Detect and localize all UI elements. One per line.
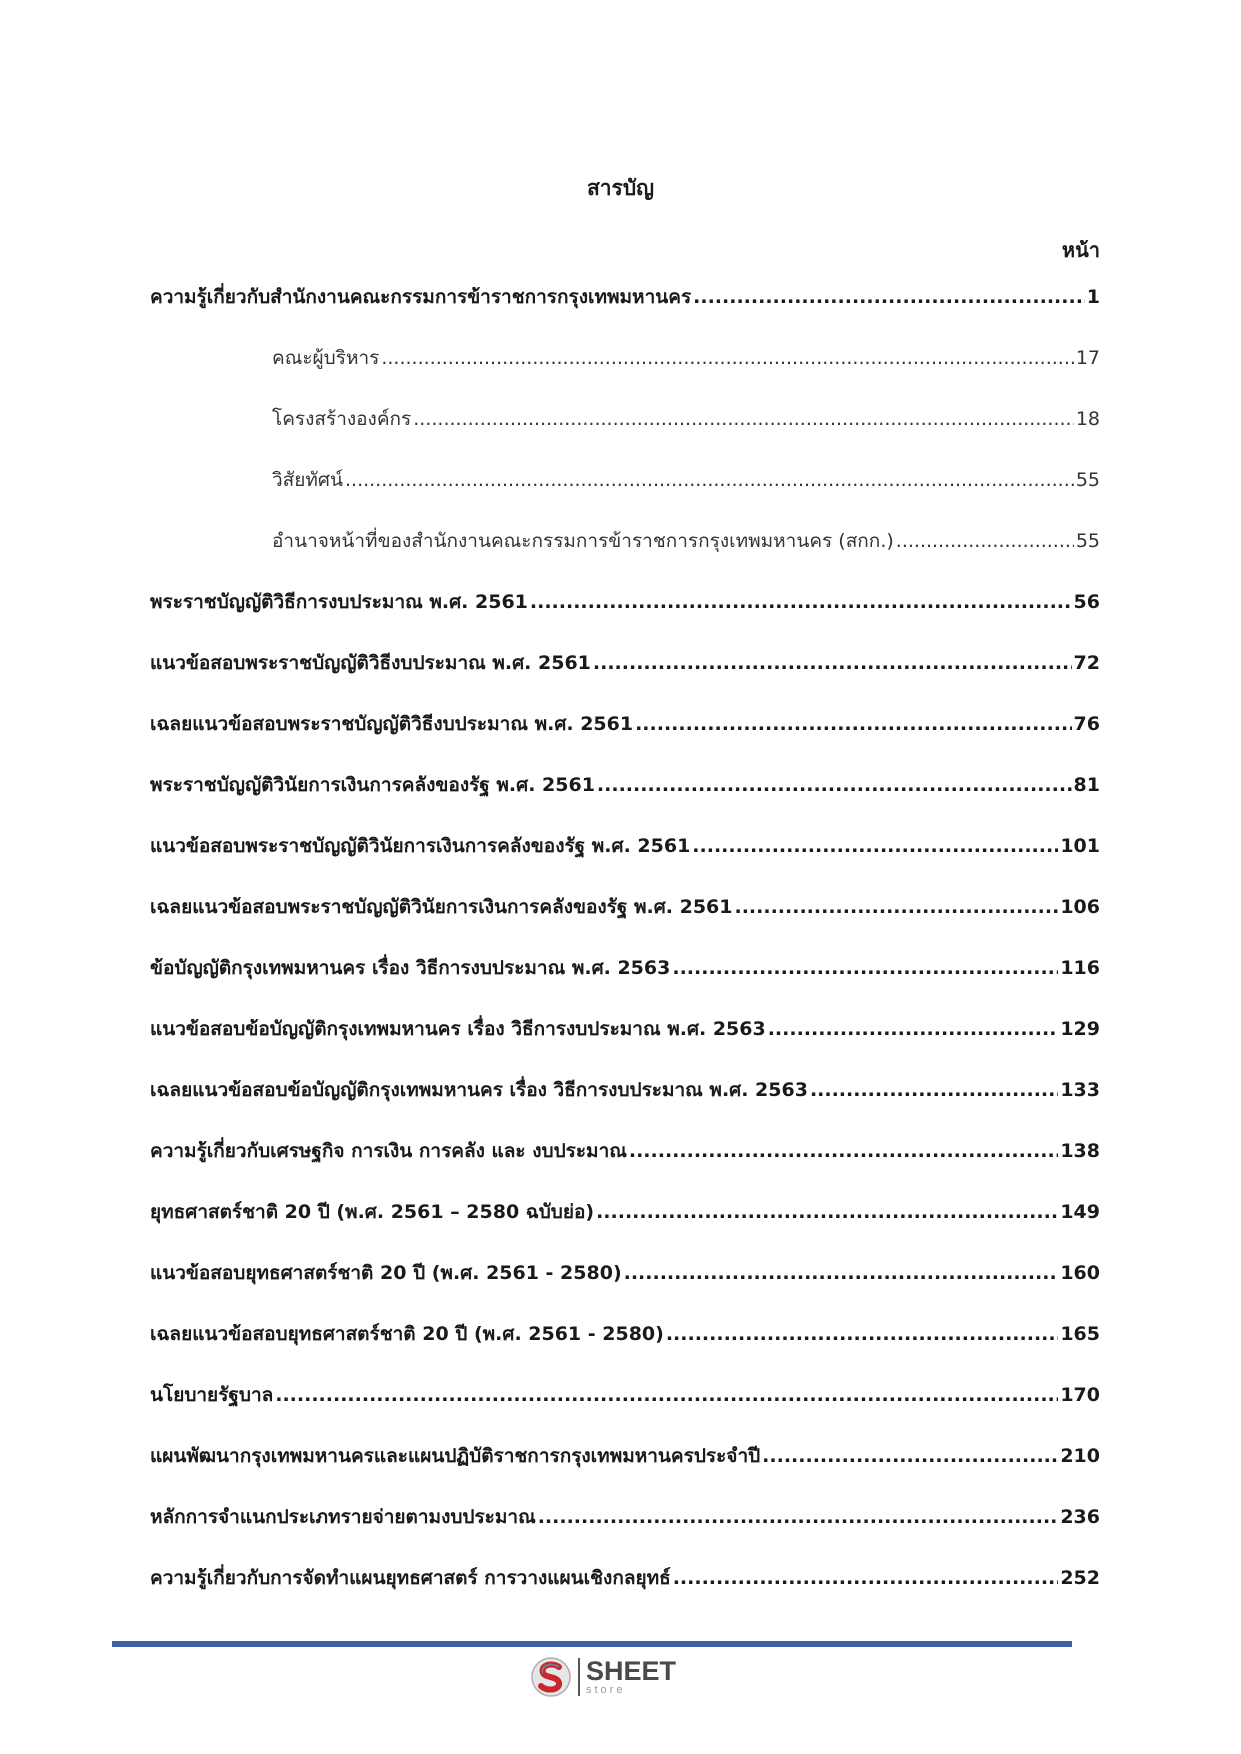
toc-entry-page-number: 76 [1073,713,1100,735]
toc-dot-leader [596,1201,1058,1223]
toc-dot-leader [538,1506,1059,1528]
toc-entry [150,1441,1100,1502]
toc-entry [150,343,1100,404]
toc-dot-leader [673,1567,1059,1589]
toc-entry-title: ความรู้เกี่ยวกับการจัดทำแผนยุทธศาสตร์ การวางแผนเชิงกลยุทธ์ [150,1567,671,1589]
toc-entry [150,587,1100,648]
toc-entry-page-number: 55 [1075,469,1100,491]
toc-entry-page-number: 160 [1060,1262,1100,1284]
toc-entry-page-number: 56 [1073,591,1100,613]
toc-dot-leader [896,530,1074,552]
toc-dot-leader [635,713,1071,735]
toc-entry-page-number: 101 [1060,835,1100,857]
toc-entry [150,770,1100,831]
toc-entry-title: แนวข้อสอบยุทธศาสตร์ชาติ 20 ปี (พ.ศ. 2561 - 2580) [150,1262,622,1284]
toc-dot-leader [381,347,1073,369]
toc-entry-page-number: 129 [1060,1018,1100,1040]
toc-entry [150,1563,1100,1624]
toc-entry-page-number: 55 [1075,530,1100,552]
footer-logo [530,1656,676,1698]
toc-entry-page-number: 81 [1073,774,1100,796]
toc-entry-title: คณะผู้บริหาร [272,347,380,369]
toc-entry-page-number: 106 [1060,896,1100,918]
toc-dot-leader [593,652,1072,674]
toc-entry-title: อำนาจหน้าที่ของสำนักงานคณะกรรมการข้าราชการกรุงเทพมหานคร (สกก.) [272,530,894,552]
toc-entry-page-number: 18 [1075,408,1100,430]
toc-entry-title: เฉลยแนวข้อสอบพระราชบัญญัติวินัยการเงินการคลังของรัฐ พ.ศ. 2561 [150,896,733,918]
toc-dot-leader [810,1079,1058,1101]
toc-entry-page-number: 170 [1060,1384,1100,1406]
toc-entry [150,892,1100,953]
toc-entry [150,1258,1100,1319]
toc-dot-leader [762,1445,1058,1467]
toc-entry [150,282,1100,343]
toc-entry-title: โครงสร้างองค์กร [272,408,412,430]
toc-entry [150,1075,1100,1136]
sheetstore-s-logo-icon [530,1656,572,1698]
toc-entry-page-number: 116 [1060,957,1100,979]
toc-entry-page-number: 138 [1060,1140,1100,1162]
toc-dot-leader [735,896,1059,918]
page-column-label: หน้า [1061,238,1100,262]
logo-separator [578,1658,580,1696]
table-of-contents [150,282,1100,1624]
toc-entry-title: แนวข้อสอบพระราชบัญญัติวินัยการเงินการคลังของรัฐ พ.ศ. 2561 [150,835,691,857]
toc-entry-page-number: 149 [1060,1201,1100,1223]
toc-entry-page-number: 165 [1060,1323,1100,1345]
toc-dot-leader [768,1018,1059,1040]
toc-entry-title: เฉลยแนวข้อสอบพระราชบัญญัติวิธีงบประมาณ พ.ศ. 2561 [150,713,634,735]
toc-dot-leader [624,1262,1059,1284]
toc-entry-title: วิสัยทัศน์ [272,469,343,491]
toc-entry-title: ความรู้เกี่ยวกับสำนักงานคณะกรรมการข้าราชการกรุงเทพมหานคร [150,286,692,308]
toc-entry [150,1197,1100,1258]
toc-entry-title: พระราชบัญญัติวิธีการงบประมาณ พ.ศ. 2561 [150,591,528,613]
toc-entry-title: แนวข้อสอบพระราชบัญญัติวิธีงบประมาณ พ.ศ. 2561 [150,652,591,674]
logo-wordmark [586,1658,676,1696]
toc-entry-page-number: 1 [1086,286,1100,308]
toc-dot-leader [672,957,1058,979]
toc-dot-leader [693,286,1085,308]
toc-entry-title: เฉลยแนวข้อสอบข้อบัญญัติกรุงเทพมหานคร เรื่อง วิธีการงบประมาณ พ.ศ. 2563 [150,1079,808,1101]
toc-entry [150,1319,1100,1380]
toc-entry-title: เฉลยแนวข้อสอบยุทธศาสตร์ชาติ 20 ปี (พ.ศ. 2561 - 2580) [150,1323,664,1345]
toc-entry [150,526,1100,587]
toc-entry-title: พระราชบัญญัติวินัยการเงินการคลังของรัฐ พ.ศ. 2561 [150,774,595,796]
toc-dot-leader [530,591,1072,613]
toc-entry-title: ความรู้เกี่ยวกับเศรษฐกิจ การเงิน การคลัง และ งบประมาณ [150,1140,627,1162]
page-title: สารบัญ [586,176,655,200]
toc-entry [150,465,1100,526]
toc-dot-leader [629,1140,1058,1162]
toc-dot-leader [275,1384,1058,1406]
toc-entry-page-number: 210 [1060,1445,1100,1467]
toc-entry [150,1502,1100,1563]
toc-entry [150,953,1100,1014]
toc-entry-title: นโยบายรัฐบาล [150,1384,274,1406]
toc-entry [150,1014,1100,1075]
toc-entry [150,831,1100,892]
toc-entry-title: หลักการจำแนกประเภทรายจ่ายตามงบประมาณ [150,1506,536,1528]
toc-entry-title: ข้อบัญญัติกรุงเทพมหานคร เรื่อง วิธีการงบประมาณ พ.ศ. 2563 [150,957,671,979]
toc-entry-page-number: 236 [1060,1506,1100,1528]
toc-dot-leader [597,774,1072,796]
toc-entry [150,709,1100,770]
toc-entry [150,404,1100,465]
toc-entry-page-number: 17 [1075,347,1100,369]
toc-dot-leader [345,469,1074,491]
toc-entry [150,1136,1100,1197]
toc-entry-page-number: 252 [1060,1567,1100,1589]
toc-entry-title: ยุทธศาสตร์ชาติ 20 ปี (พ.ศ. 2561 – 2580 ฉบับย่อ) [150,1201,595,1223]
toc-entry-title: แนวข้อสอบข้อบัญญัติกรุงเทพมหานคร เรื่อง วิธีการงบประมาณ พ.ศ. 2563 [150,1018,766,1040]
logo-subtext: store [586,1684,626,1696]
toc-entry [150,1380,1100,1441]
footer-divider [112,1641,1072,1647]
toc-dot-leader [692,835,1058,857]
toc-entry-title: แผนพัฒนากรุงเทพมหานครและแผนปฏิบัติราชการกรุงเทพมหานครประจำปี [150,1445,761,1467]
logo-text: SHEET [586,1656,677,1686]
toc-entry-page-number: 72 [1073,652,1100,674]
toc-entry-page-number: 133 [1060,1079,1100,1101]
toc-dot-leader [666,1323,1058,1345]
toc-dot-leader [413,408,1074,430]
toc-entry [150,648,1100,709]
